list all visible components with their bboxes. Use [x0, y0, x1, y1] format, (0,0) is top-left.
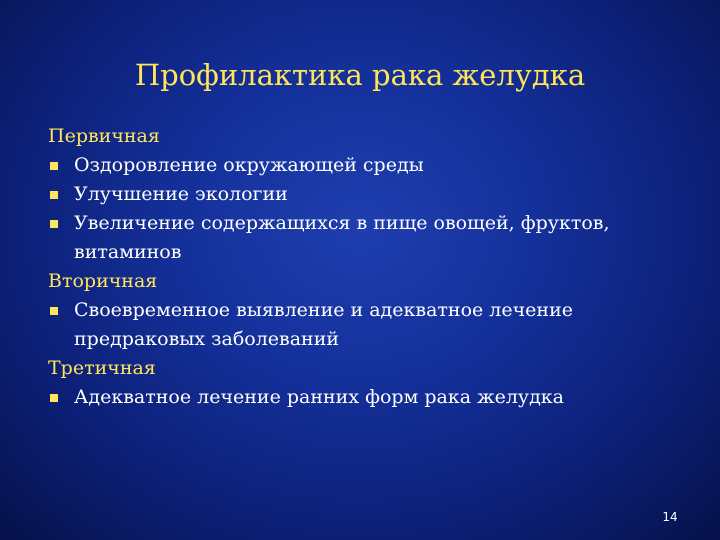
list-item-text-continuation: витаминов — [74, 241, 182, 263]
list-item-text: Оздоровление окружающей среды — [74, 154, 424, 176]
square-bullet-icon — [50, 394, 58, 402]
list-item — [48, 296, 688, 354]
list-item — [48, 151, 688, 180]
list-item-text: Адекватное лечение ранних форм рака желудка — [74, 386, 564, 408]
list-item-text-continuation: предраковых заболеваний — [74, 328, 340, 350]
list-item-text: Увеличение содержащихся в пище овощей, фруктов, — [74, 212, 610, 234]
list-item — [48, 180, 688, 209]
square-bullet-icon — [50, 220, 58, 228]
list-item — [48, 209, 688, 267]
section-heading-tertiary: Третичная — [48, 357, 156, 379]
square-bullet-icon — [50, 307, 58, 315]
list-item — [48, 383, 688, 412]
square-bullet-icon — [50, 191, 58, 199]
slide-title: Профилактика рака желудка — [134, 58, 586, 92]
section-heading-secondary: Вторичная — [48, 270, 158, 292]
section-heading-primary: Первичная — [48, 125, 160, 147]
page-number: 14 — [662, 510, 678, 524]
list-item-text: Улучшение экологии — [74, 183, 288, 205]
slide-body — [48, 122, 688, 412]
list-item-text: Своевременное выявление и адекватное лечение — [74, 299, 573, 321]
square-bullet-icon — [50, 162, 58, 170]
